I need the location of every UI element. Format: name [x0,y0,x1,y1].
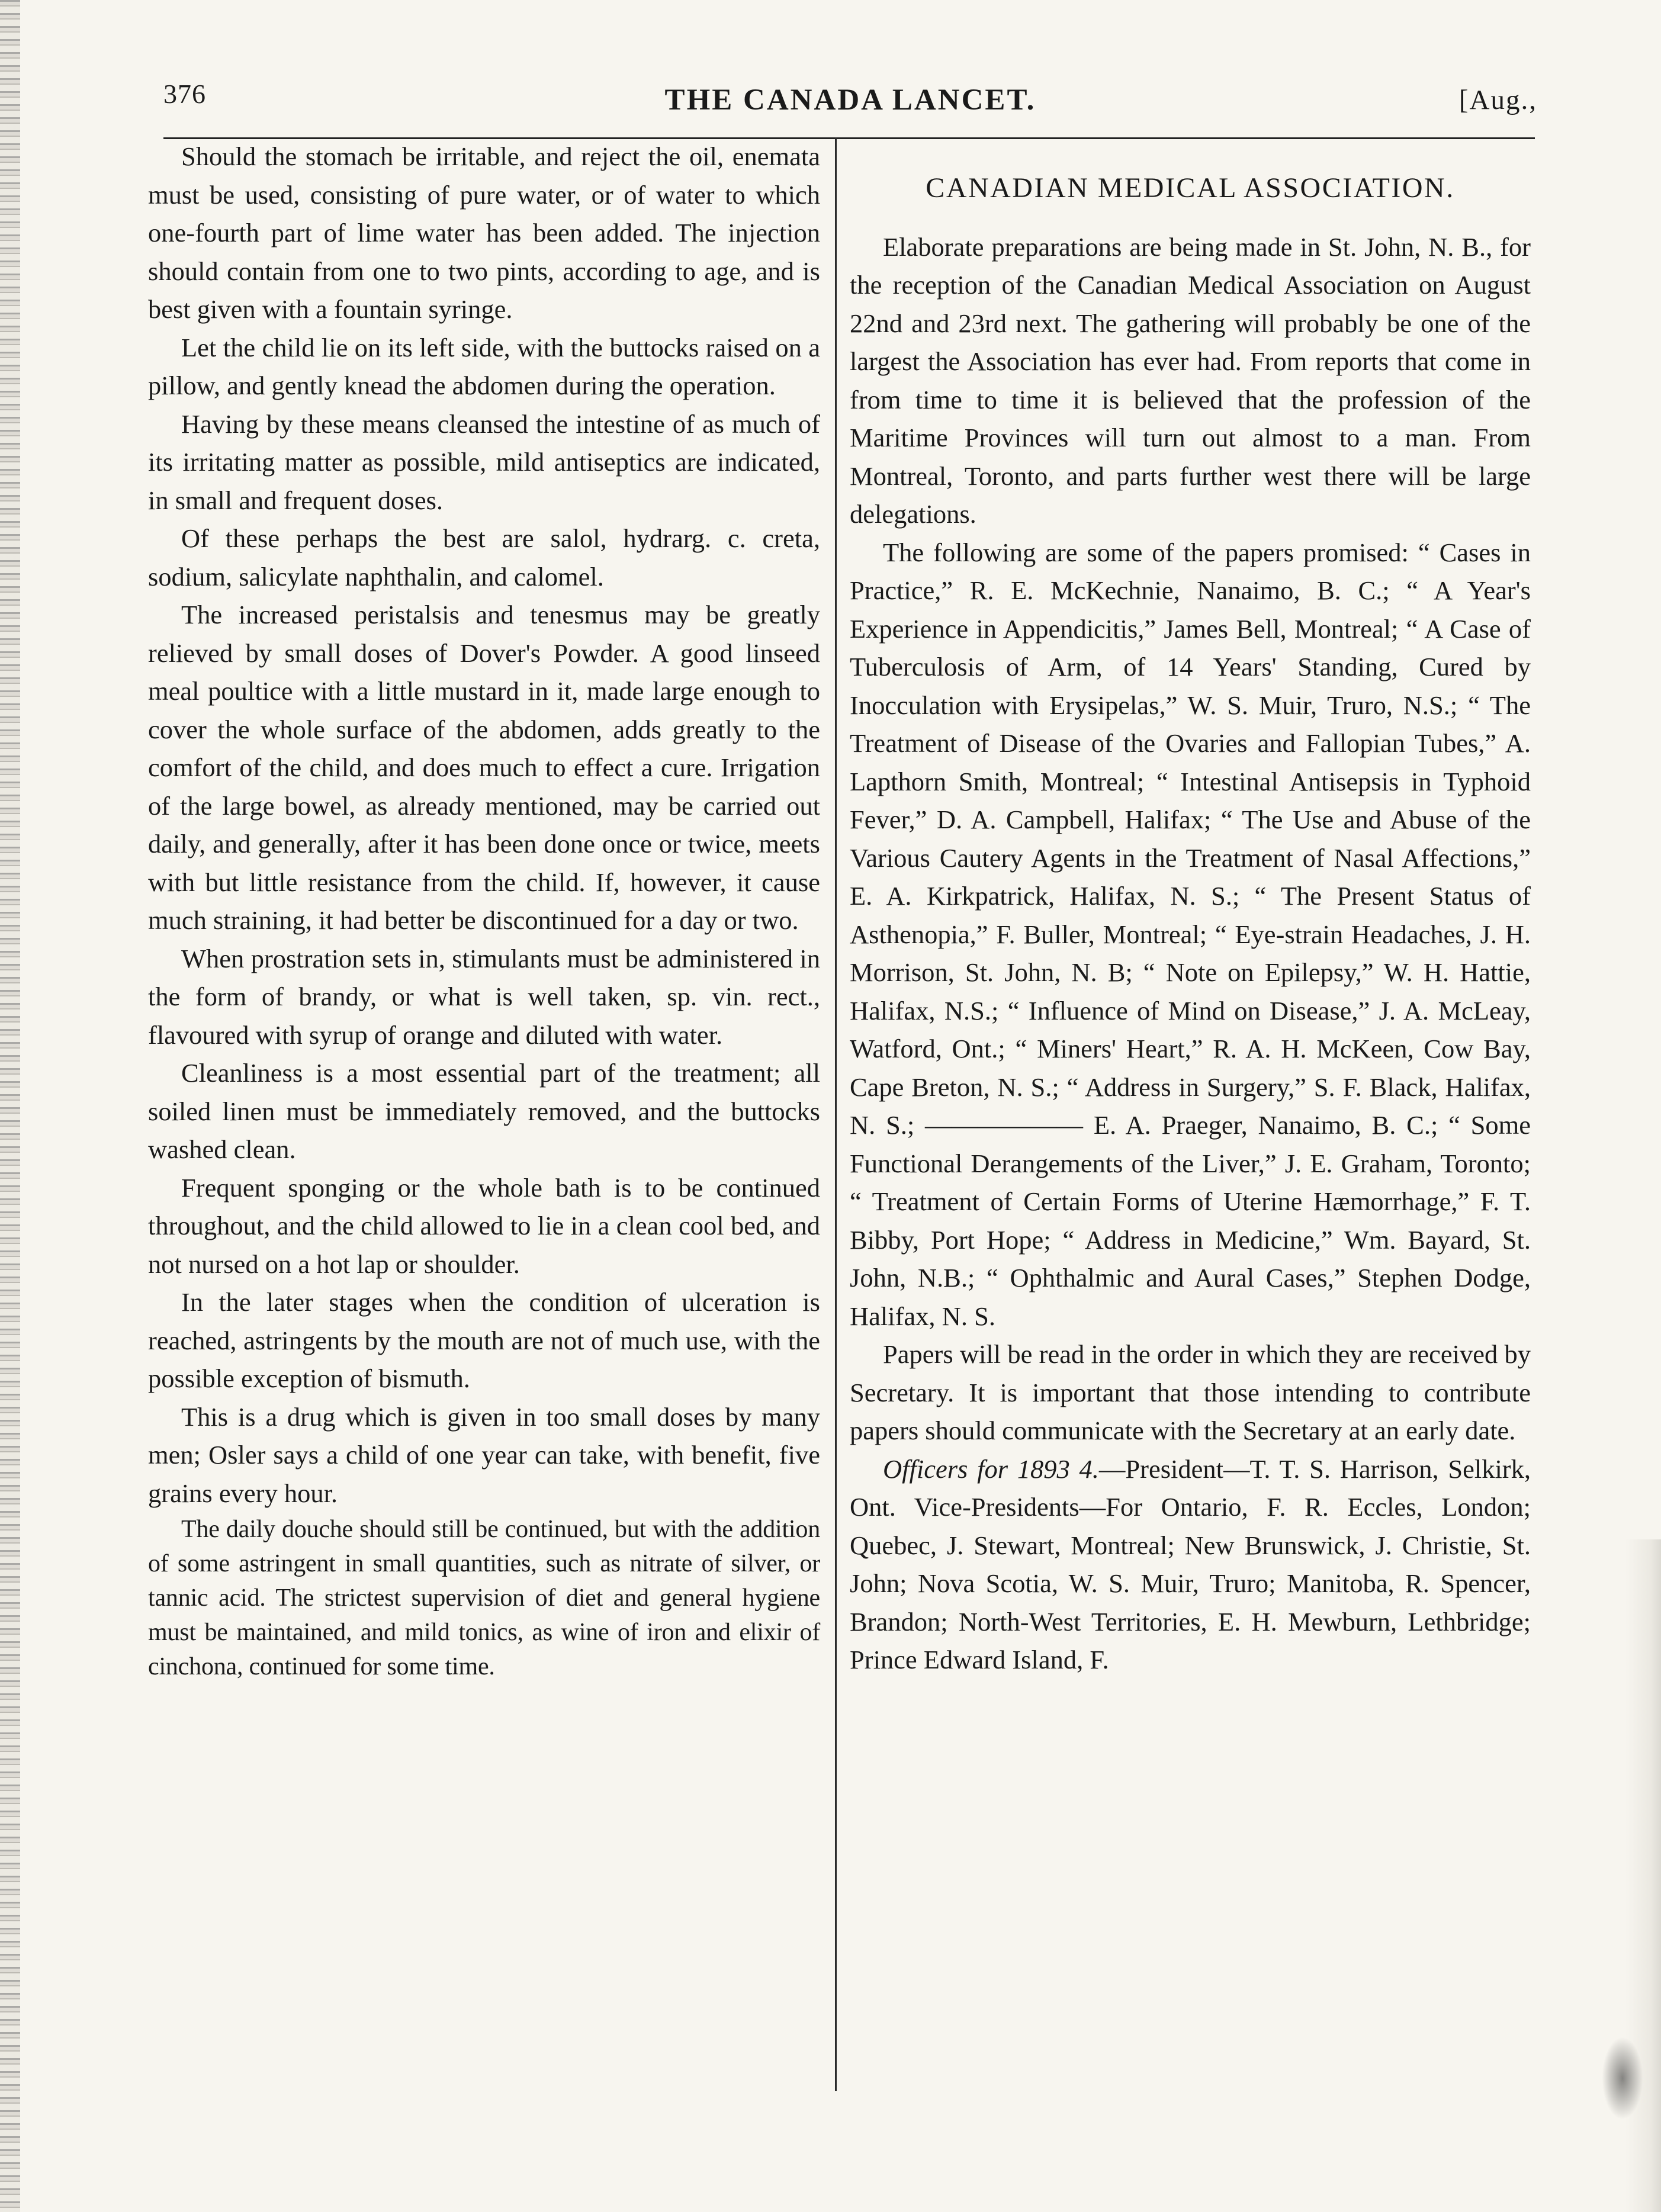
paragraph: In the later stages when the condition of ulceration is reached, astringents by the mouth are not of much use, with the possible exception of bismuth. [148,1287,820,1393]
paragraph: Should the stomach be irritable, and reject the oil, enemata must be used, consisting of pure water, or of water to which one-fourth part of lime water has been added. The injection should contain from one to two pints, according to age, and is best given with a fountain syringe. [148,142,820,324]
officers-label: Officers for 1893 4. [883,1454,1099,1484]
paragraph: Papers will be read in the order in which they are received by Secretary. It is important that those intending to contribute papers should communicate with the Secretary at an early date. [850,1339,1531,1445]
paragraph: Let the child lie on its left side, with the buttocks raised on a pillow, and gently knead the abdomen during the operation. [148,332,820,400]
officers-paragraph [850,1450,1531,1679]
page-number: 376 [163,79,206,109]
section-title: CANADIAN MEDICAL ASSOCIATION. [926,172,1455,204]
paragraph: Having by these means cleansed the intestine of as much of its irritating matter as possible, mild antiseptics are indicated, in small and frequent doses. [148,409,820,515]
right-column [850,137,1531,1679]
running-title: THE CANADA LANCET. [664,83,1036,117]
header-date: [Aug., [1458,85,1537,115]
column-divider [835,137,837,2091]
paragraph: Cleanliness is a most essential part of the treatment; all soiled linen must be immediately removed, and the buttocks washed clean. [148,1058,820,1164]
paragraph: The increased peristalsis and tenesmus may be greatly relieved by small doses of Dover's Powder. A good linseed meal poultice with a little mustard in it, made large enough to cover the whole surface of the abdomen, adds greatly to the comfort of the child, and does much to effect a cure. Irrigation of the large bowel, as already mentioned, may be carried out daily, and generally, after it has been done once or twice, meets with but little resistance from the child. If, however, it cause much straining, it had better be discontinued for a day or two. [148,600,820,935]
page-stain [1602,2037,1643,2120]
left-column [148,137,820,1684]
officers-text: —President—T. T. S. Harrison, Selkirk, Ont. Vice-Presidents—For Ontario, F. R. Eccles, London; Quebec, J. Stewart, Montreal; New Brunswick, J. Christie, St. John; Nova Scotia, W. S. Muir, Truro; Manitoba, R. Spencer, Brandon; North-West Territories, E. H. Mewburn, Lethbridge; Prince Edward Island, F. [850,1454,1531,1674]
paragraph: Frequent sponging or the whole bath is to be continued throughout, and the child allowed to lie in a clean cool bed, and not nursed on a hot lap or shoulder. [148,1172,820,1279]
page-binding-edge [0,0,20,2212]
paragraph: When prostration sets in, stimulants must be administered in the form of brandy, or what is well taken, sp. vin. rect., flavoured with syrup of orange and diluted with water. [148,943,820,1050]
paragraph: Of these perhaps the best are salol, hydrarg. c. creta, sodium, salicylate naphthalin, and calomel. [148,523,820,591]
paragraph: The following are some of the papers promised: “ Cases in Practice,” R. E. McKechnie, Nanaimo, B. C.; “ A Year's Experience in Appendicitis,” James Bell, Montreal; “ A Case of Tuberculosis of Arm, of 14 Years' Standing, Cured by Inocculation with Erysipelas,” W. S. Muir, Truro, N.S.; “ The Treatment of Disease of the Ovaries and Fallopian Tubes,” A. Lapthorn Smith, Montreal; “ Intestinal Antisepsis in Typhoid Fever,” D. A. Campbell, Halifax; “ The Use and Abuse of the Various Cautery Agents in the Treatment of Nasal Affections,” E. A. Kirkpatrick, Halifax, N. S.; “ The Present Status of Asthenopia,” F. Buller, Montreal; “ Eye-strain Headaches, J. H. Morrison, St. John, N. B; “ Note on Epilepsy,” W. H. Hattie, Halifax, N.S.; “ Influence of Mind on Disease,” J. A. McLeay, Watford, Ont.; “ Miners' Heart,” R. A. H. McKeen, Cow Bay, Cape Breton, N. S.; “ Address in Surgery,” S. F. Black, Halifax, N. S.; —————— E. A. Praeger, Nanaimo, B. C.; “ Some Functional Derangements of the Liver,” J. E. Graham, Toronto; “ Treatment of Certain Forms of Uterine Hæmorrhage,” F. T. Bibby, Port Hope; “ Address in Medicine,” Wm. Bayard, St. John, N.B.; “ Ophthalmic and Aural Cases,” Stephen Dodge, Halifax, N. S. [850,537,1531,1331]
paragraph: Elaborate preparations are being made in St. John, N. B., for the reception of the Canadian Medical Association on August 22nd and 23rd next. The gathering will probably be one of the largest the Association has ever had. From reports that come in from time to time it is believed that the profession of the Maritime Provinces will turn out almost to a man. From Montreal, Toronto, and parts further west there will be large delegations. [850,232,1531,529]
paragraph: This is a drug which is given in too small doses by many men; Osler says a child of one year can take, with benefit, five grains every hour. [148,1401,820,1508]
page-header [163,78,1537,135]
paragraph-small-type: The daily douche should still be continued, but with the addition of some astringent in small quantities, such as nitrate of silver, or tannic acid. The strictest supervision of diet and general hygiene must be maintained, and mild tonics, as wine of iron and elixir of cinchona, continued for some time. [148,1516,820,1680]
